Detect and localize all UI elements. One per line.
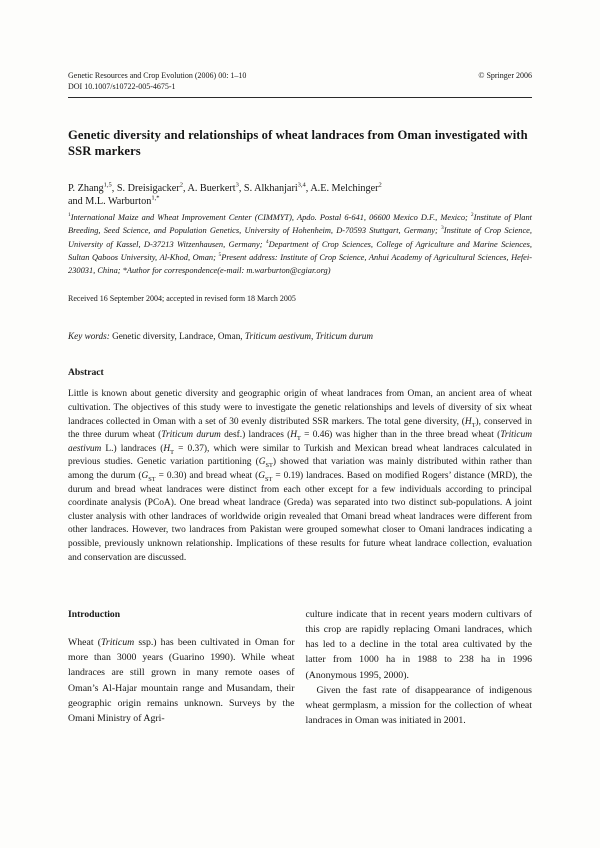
authors-line: P. Zhang$^{1,5}$, S. Dreisigacker$^2$, A. Buerkert$^3$, S. Alkhanjari$^{3,4}$, A.E. Melchinger$^2$ and M.L. Warburton$^{1,*}$ — [68, 181, 382, 207]
intro-paragraph-2: culture indicate that in recent years modern cultivars of this crop are rapidly replacing Omani landraces, which has led to a decline in the total area cultivated by the latter from 1000 ha in 1988 to 238 ha in 1996 (Anonymous 1995, 2000). — [305, 609, 532, 681]
copyright-line: © Springer 2006 — [478, 71, 532, 80]
intro-right-column — [306, 607, 533, 728]
affiliations: $^1$International Maize and Wheat Improvement Center (CIMMYT), Apdo. Postal 6-641, 06600 Mexico D.F., Mexico; $^2$Institute of Plant Breeding, Seed Science, and Population Genetics, University of Hohenheim, D-70593 Stuttgart, Germany; $^3$Institute of Crop Science, University of Kassel, D-37213 Witzenhausen, Germany; $^4$Department of Crop Sciences, College of Agriculture and Marine Sciences, Sultan Qaboos University, Al-Khod, Oman; $^5$Present address: Institute of Crop Science, Anhui Academy of Agricultural Sciences, Hefei-230031, China; *Author for correspondence(e-mail: m.warburton@cgiar.org) — [68, 212, 533, 276]
abstract-body: Little is known about genetic diversity and geographic origin of wheat landraces from Oman, an ancient area of wheat cultivation. The objectives of this study were to investigate the genetic relationships and levels of diversity of six wheat landraces collected in Oman with a set of 30 evenly distributed SSR markers. The total gene diversity, $(H_T)$, conserved in the three durum wheat (Triticum durum desf.) landraces $(H_T = 0.46)$ was higher than in the three bread wheat (Triticum aestivum L.) landraces $(H_T = 0.37)$, which were similar to Turkish and Mexican bread wheat landraces calculated in previous studies. Genetic variation partitioning $(G_{ST})$ showed that variation was mainly distributed within rather than among the durum $(G_{ST} = 0.30)$ and bread wheat $(G_{ST} = 0.19)$ landraces. Based on modified Rogers’ distance (MRD), the durum and bread wheat landraces were distinct from each other except for a few individuals according to principal coordinate analysis (PCoA). One bread wheat landrace (Greda) was separated into two distinct sub-populations. A joint cluster analysis with other landraces of worldwide origin revealed that Omani bread wheat landraces were different from other landraces. However, two landraces from Pakistan were grouped somewhat closer to Omani landraces indicating a possible, previously unknown relationship. Implications of these results for future wheat landrace collection, evaluation and conservation are discussed. — [68, 389, 533, 563]
intro-left-column — [68, 607, 295, 728]
intro-paragraph-3: Given the fast rate of disappearance of indigenous wheat germplasm, a mission for the collection of wheat landraces in Oman was initiated in 2001. — [305, 684, 532, 726]
journal-header-left — [68, 70, 246, 92]
introduction-section — [68, 607, 532, 728]
received-line: Received 16 September 2004; accepted in revised form 18 March 2005 — [68, 294, 296, 304]
doi-line: DOI 10.1007/s10722-005-4675-1 — [68, 82, 176, 91]
paper-title: Genetic diversity and relationships of wheat landraces from Oman investigated with SSR markers — [68, 128, 528, 158]
intro-paragraph-1: Wheat (Triticum ssp.) has been cultivated in Oman for more than 3000 years (Guarino 1990). While wheat landraces are still grown in many remote oases of Oman’s Al-Hajar mountain range and Musandam, their geographic origin remains unknown. Surveys by the Omani Ministry of Agri- — [68, 637, 295, 724]
abstract-heading: Abstract — [68, 367, 104, 379]
header-rule — [68, 97, 532, 98]
journal-header — [68, 70, 532, 92]
journal-name-line: Genetic Resources and Crop Evolution (2006) 00: 1–10 — [68, 71, 247, 80]
introduction-heading: Introduction — [68, 609, 121, 621]
keywords-line: Key words: Genetic diversity, Landrace, Oman, Triticum aestivum, Triticum durum — [68, 331, 374, 342]
